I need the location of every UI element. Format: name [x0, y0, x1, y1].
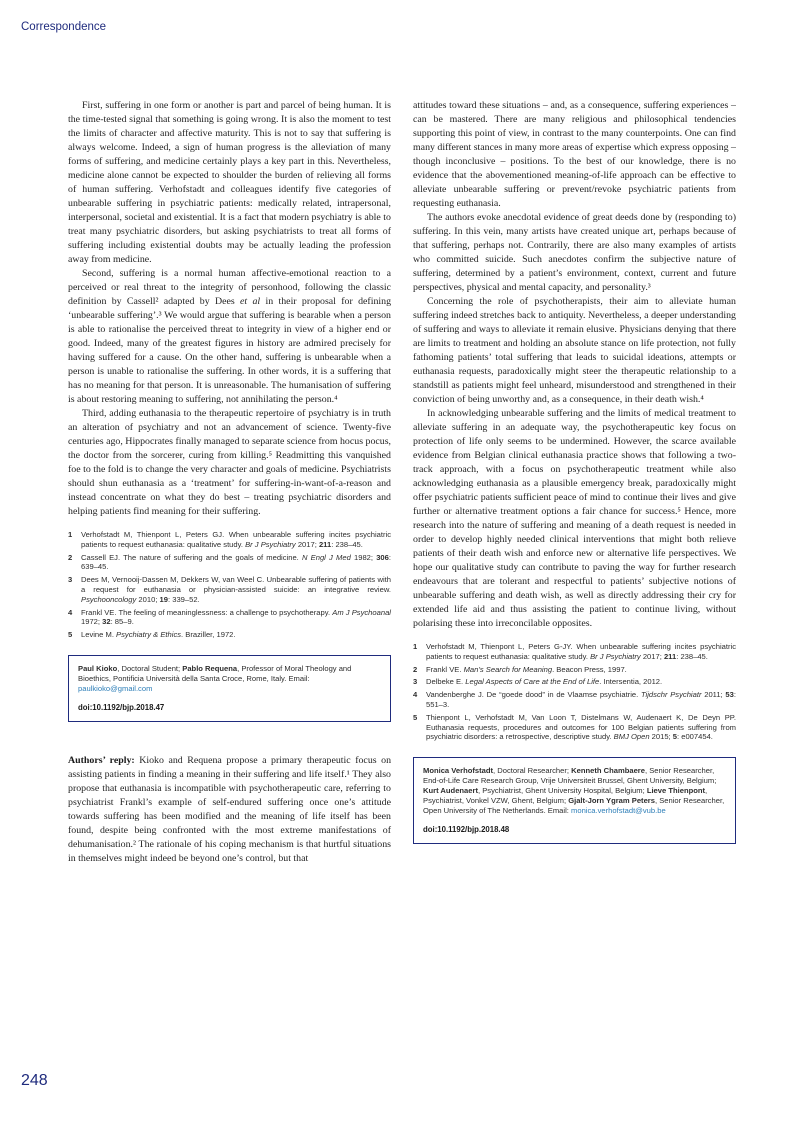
text-segment: 5 — [672, 732, 678, 742]
doi: doi:10.1192/bjp.2018.48 — [423, 825, 510, 835]
text-segment: Am J Psychoanal — [332, 607, 391, 617]
reference-text — [81, 530, 391, 550]
text-segment: 211 — [663, 651, 677, 661]
text-segment: , Psychiatrist, Ghent University Hospital, Belgium; — [478, 786, 647, 796]
reference-text — [81, 608, 391, 628]
text-segment: Authors’ reply: — [68, 754, 140, 766]
reference-item — [413, 690, 736, 710]
text-segment: Pablo Requena — [182, 663, 238, 673]
reference-number: 5 — [68, 630, 73, 640]
text-segment: Second, suffering is a normal human affective-emotional reaction to a perceived or real threat to the integrity of personhood, following the classic definition by Cassell² adapted by Dees — [68, 268, 391, 307]
text-segment: : 238–45. — [331, 539, 363, 549]
reference-number: 1 — [413, 642, 418, 651]
text-segment: Legal Aspects of Care at the End of Life — [465, 677, 600, 687]
body-paragraph — [413, 99, 736, 211]
text-segment: Br J Psychiatry — [245, 539, 296, 549]
text-segment: . Beacon Press, 1997. — [552, 664, 627, 674]
text-segment: , Doctoral Student; — [117, 663, 183, 673]
text-segment: Psychooncology — [81, 594, 137, 604]
text-segment: Lieve Thienpont — [646, 786, 706, 796]
reference-number: 4 — [413, 690, 418, 700]
reference-item — [413, 642, 736, 662]
text-segment: 53 — [725, 690, 734, 700]
two-column-layout — [68, 99, 736, 866]
text-segment: : 339–52. — [168, 594, 200, 604]
text-segment: 2015; — [649, 732, 673, 742]
text-segment: Monica Verhofstadt — [423, 766, 494, 776]
text-segment: First, suffering in one form or another is part and parcel of being human. It is the time-tested signal that something is going wrong. It is also the moment to test the limits of character and affective maturity. This is not to say that suffering is always welcome. Indeed, a sign of human progress is the alleviation of many forms of suffering, and medicine certainly plays a key part in this. Nevertheless, medicine alone cannot be expected to shoulder the burden of relieving all forms of human suffering. Verhofstadt and colleagues identify five categories of unbearable suffering in psychiatric patients: medically related, intrapersonal, interpersonal, societal and existential. It is a fact that modern psychiatry is able to treat many psychiatric disorders, but asking psychiatrists to treat all forms of suffering including existential doubts may be actually leading the profession away from medicine. — [68, 100, 391, 265]
reference-text — [426, 713, 736, 742]
body-paragraph — [68, 99, 391, 267]
reference-item — [68, 553, 391, 573]
author-info-box — [68, 655, 391, 722]
text-segment: Man’s Search for Meaning — [463, 664, 553, 674]
author-affiliations — [423, 766, 726, 816]
text-segment: Kioko and Requena propose a primary therapeutic focus on assisting patients in finding a meaning in their suffering and life itself.¹ They also propose that euthanasia is incompatible with psychotherapeutic care, referring to psychiatrist Frankl’s example of self-endured suffering once one’s attitude towards suffering has been modified and the meaning of life itself has been found, despite being confronted with the most extreme manifestations of dehumanisation.² The rationale of his coping mechanism is that hurtful situations in themselves might indeed be beyond one’s control, but that — [68, 754, 392, 864]
text-segment: attitudes toward these situations – and, as a consequence, suffering experiences – can be mastered. There are many religious and philosophical tendencies supporting this point of view, in contrast to the many counterpoints. One can find many different stances in many more areas of expertise which express opposing – though inconclusive – positions. To the best of our knowledge, there is no evidence that the abovementioned meaning-of-life approach can be effective to alleviate unbearable suffering or prevent/revoke psychiatric patients from requesting euthanasia. — [413, 100, 736, 209]
reference-number: 4 — [68, 607, 73, 617]
text-segment: , Professor of Moral Theology and Bioethics, Pontificia Università della Santa Croce, Rome, Italy. Email: — [78, 663, 352, 683]
text-segment: : 238–45. — [676, 651, 708, 661]
text-segment: Br J Psychiatry — [590, 651, 641, 661]
reference-list — [68, 530, 391, 640]
text-segment: N Engl J Med — [301, 552, 351, 562]
body-paragraph — [413, 295, 736, 407]
text-segment: BMJ Open — [613, 732, 650, 742]
text-segment: Tijdschr Psychiatr — [640, 690, 702, 700]
reference-item — [68, 530, 391, 550]
text-segment: Verhofstadt M, Thienpont L, Peters GJ. When unbearable suffering incites psychiatric patients to request euthanasia: qualitative study. — [81, 530, 391, 549]
reference-item — [413, 677, 736, 687]
text-segment: Gjalt-Jorn Ygram Peters — [568, 796, 655, 806]
reference-number: 3 — [413, 677, 418, 687]
text-segment: 2010; — [136, 594, 160, 604]
text-segment: , Psychiatrist, Vonkel VZW, Ghent, Belgium; — [423, 786, 708, 806]
text-segment: Delbeke E. — [426, 677, 466, 687]
text-segment: : 85–9. — [110, 617, 134, 627]
body-paragraph — [413, 211, 736, 295]
reference-text — [81, 575, 391, 604]
text-segment: 1972; — [81, 617, 103, 627]
section-label: Correspondence — [21, 21, 107, 33]
reference-text — [426, 690, 736, 710]
text-segment: 306 — [376, 552, 389, 562]
text-segment: Verhofstadt M, Thienpont L, Peters G-JY. When unbearable suffering incites psychiatric patients to request euthanasia: qualitative study. — [426, 642, 736, 661]
text-segment: The authors evoke anecdotal evidence of great deeds done by (responding to) suffering. In this vein, many artists have created unique art, perhaps because of that suffering, perhaps not. Contrarily, there are also many examples of artists who committed suicide. Such anecdotes confirm the subjective nature of suffering, determined by a patient’s environment, context, current and future perspectives, physical and mental capacity, and personality.³ — [413, 212, 736, 293]
text-segment: 2011; — [701, 690, 726, 700]
reference-list — [413, 642, 736, 742]
text-segment: Cassell EJ. The nature of suffering and the goals of medicine. — [81, 552, 302, 562]
right-column — [413, 99, 736, 866]
text-segment: , Senior Researcher, Open University of The Netherlands. Email: — [423, 796, 725, 816]
page-number: 248 — [21, 1072, 48, 1089]
text-segment: et al — [240, 296, 261, 307]
text-segment: Kenneth Chambaere — [571, 766, 645, 776]
text-segment: Concerning the role of psychotherapists, their aim to alleviate human suffering indeed stretches back to antiquity. Nevertheless, a deeper understanding of suffering and ways to alleviate it remain elusive. Physicians denying that there are limits to treatment and holding an absolute stance on life protection, not fully fathoming patients’ total suffering that leads to suicidal ideations, attempts or euthanasia requests, paradoxically might steer the therapeutic relationship to a standstill as patients might feel unheard, misunderstood and strengthened in their conviction of being unworthy and, as a consequence, in their death wish.⁴ — [413, 296, 736, 405]
text-segment: in their proposal for defining ‘unbearable suffering’.³ We would argue that suffering is bearable when a person is able to rationalise the perceived threat to integrity in view of a higher end or good. Indeed, many of the greatest figures in history are admired precisely for having suffered for a cause. On the other hand, suffering is unbearable when a person is unable to rationalise the suffering. In other words, it is a suffering that has no meaning for that person. It is unreasonable. The humanisation of suffering is about restoring meaning to suffering, not annihilating the person.⁴ — [68, 296, 392, 405]
email-link[interactable]: monica.verhofstadt@vub.be — [571, 806, 666, 816]
text-segment: 19 — [159, 594, 168, 604]
reference-number: 3 — [68, 575, 73, 585]
text-segment: 2017; — [295, 539, 319, 549]
text-segment: 211 — [318, 539, 332, 549]
text-segment: Third, adding euthanasia to the therapeutic repertoire of psychiatry is in truth an alteration of psychiatry and not an advancement of science. Twenty-five centuries ago, Hippocrates finally managed to separate science from hocus pocus, the doctor from the sorcerer, curing from killing.⁵ Readmitting this vanquished foe to the fold is to change the very character and goals of medicine. Psychiatrists should shun euthanasia as a ‘treatment’ for suffering-in-want-of-a-reason and instead concentrate on what they do best – treating psychiatric disorders and helping patients find meaning for their suffering. — [68, 408, 392, 517]
doi: doi:10.1192/bjp.2018.47 — [78, 702, 165, 712]
text-segment: Psychiatry & Ethics — [116, 630, 182, 640]
text-segment: : 551–3. — [426, 690, 736, 709]
text-segment: Frankl VE. — [426, 664, 464, 674]
reference-number: 2 — [68, 552, 73, 562]
email-link[interactable]: paulkioko@gmail.com — [78, 683, 153, 693]
text-segment: Vandenberghe J. De “goede dood” in de Vlaamse psychiatrie. — [426, 690, 641, 700]
reference-text — [81, 630, 391, 640]
reference-text — [426, 665, 736, 675]
reference-item — [413, 713, 736, 742]
text-segment: 32 — [102, 617, 111, 627]
text-segment: : 639–45. — [81, 552, 391, 572]
author-affiliations — [78, 664, 381, 694]
reference-number: 2 — [413, 664, 418, 674]
reference-item — [68, 575, 391, 604]
reference-text — [426, 642, 736, 662]
author-info-box — [413, 757, 736, 844]
body-paragraph — [68, 267, 391, 407]
authors-reply-paragraph — [68, 754, 391, 866]
text-segment: In acknowledging unbearable suffering and the limits of medical treatment to alleviate suffering in an adequate way, the psychotherapeutic key focus on protection of life only seems to be undermined. However, the scarce available evidence from Belgian clinical euthanasia practice shows that following a two-track approach, with a focus on psychotherapeutic treatment while also acknowledging euthanasia as a plausible emergency break, paradoxically might offer psychiatric patients sufficient peace of mind to continue their lives and give further or alternative treatment options a fair chance for success.⁵ Hence, more research into the nature of suffering and meaning of a death request is needed in order to develop highly needed clinical interventions that might both relieve patients of their death wish and enforce new or alternative life perspectives. We hope our qualitative study can contribute to paving the way for further research endeavours that are tolerant and respectful to patients’ subjective notions of unbearable suffering and death wish, as well as directly addressing their cry for extended life aid and thus assisting the patient to continue living, without polarising these into irreconcilable opposites. — [413, 408, 736, 629]
text-segment: Levine M. — [81, 630, 117, 640]
text-segment: Kurt Audenaert — [423, 786, 478, 796]
body-paragraph — [68, 407, 391, 519]
reference-item — [68, 630, 391, 640]
text-segment: Thienpont L, Verhofstadt M, Van Loon T, Distelmans W, Audenaert K, De Deyn PP. Euthanasia requests, procedures and outcomes for 100 Belgian patients suffering from psychiatric disorders: a retrospective, descriptive study. — [426, 712, 736, 742]
text-segment: . Braziller, 1972. — [181, 630, 236, 640]
reference-number: 5 — [413, 712, 418, 722]
text-segment: : e007454. — [677, 732, 713, 742]
text-segment: Paul Kioko — [78, 663, 118, 673]
reference-item — [68, 608, 391, 628]
body-paragraph — [413, 407, 736, 631]
text-segment: Dees M, Vernooij-Dassen M, Dekkers W, van Weel C. Unbearable suffering of patients with a request for euthanasia or physician-assisted suicide: an integrative review. — [81, 575, 391, 594]
text-segment: Frankl VE. The feeling of meaninglessness: a challenge to psychotherapy. — [81, 607, 333, 617]
left-column — [68, 99, 391, 866]
reference-number: 1 — [68, 530, 73, 539]
reference-item — [413, 665, 736, 675]
reference-text — [81, 553, 391, 573]
reference-text — [426, 677, 736, 687]
text-segment: . Intersentia, 2012. — [599, 677, 663, 687]
text-segment: 2017; — [640, 651, 664, 661]
text-segment: 1982; — [350, 552, 377, 562]
text-segment: , Senior Researcher, End-of-Life Care Research Group, Vrije Universiteit Brussel, Ghent University, Belgium; — [423, 766, 717, 786]
text-segment: , Doctoral Researcher; — [493, 766, 572, 776]
